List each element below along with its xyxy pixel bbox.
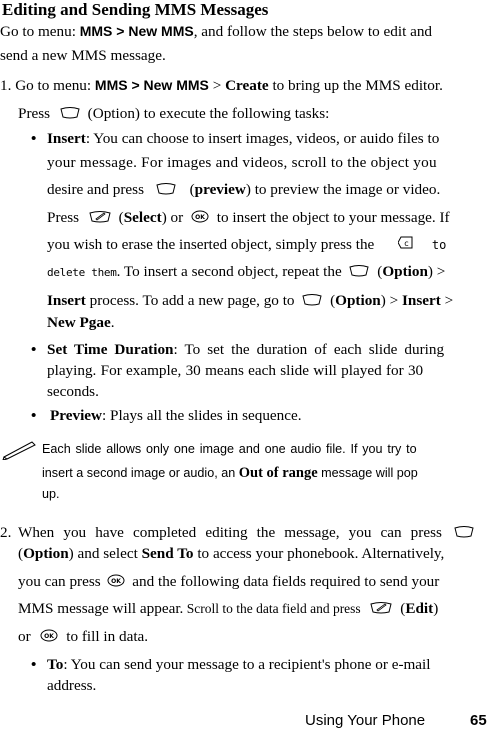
- paren: (: [377, 263, 383, 280]
- note-line-2: [42, 465, 418, 482]
- step1-create: Create: [225, 77, 269, 94]
- step2-text-5: and the following data fields required to send your: [132, 573, 440, 590]
- step2-text-8: to fill in data.: [66, 628, 149, 645]
- press-option-line: [18, 105, 329, 124]
- insert-label: Insert: [47, 130, 86, 147]
- select-key-label: Select: [123, 209, 162, 226]
- step2-line-5: [18, 628, 148, 647]
- svg-text:OK: OK: [111, 577, 122, 585]
- pencil-key-icon: [370, 601, 392, 619]
- note-line-3: up.: [42, 487, 60, 501]
- insert-line-4: [47, 209, 450, 228]
- step1-sep: >: [208, 77, 226, 94]
- option-key-label: Option: [382, 263, 428, 280]
- left-soft-key-icon: [302, 293, 322, 311]
- intro-text: Go to menu:: [0, 23, 80, 40]
- ok-key-icon: [40, 629, 58, 647]
- insert-line-2: your message. For images and videos, scroll to the object you: [47, 154, 437, 171]
- svg-text:OK: OK: [44, 632, 55, 640]
- gt: >: [440, 292, 454, 309]
- to-text: : You can send your message to a recipient's phone or e-mail: [63, 656, 431, 673]
- insert-l5-text: you wish to erase the inserted object, simply press the: [47, 236, 375, 253]
- duration-label: Set Time Duration: [47, 341, 174, 358]
- option-key-label: Option: [335, 292, 381, 309]
- or-text: ) or: [161, 209, 184, 226]
- press-text: Press: [18, 105, 51, 122]
- step2-line-3: [18, 573, 439, 592]
- insert-l3-tail: ) to preview the image or video.: [245, 181, 441, 198]
- note-tail: message will pop: [317, 466, 418, 480]
- left-soft-key-icon: [349, 264, 369, 282]
- preview-line: [50, 407, 302, 425]
- step1-tail: to bring up the MMS editor.: [268, 77, 443, 94]
- step2-number: 2.: [0, 524, 12, 541]
- preview-text: : Plays all the slides in sequence.: [102, 407, 302, 424]
- or-text: or: [18, 628, 31, 645]
- insert-line-7: [47, 292, 453, 311]
- preview-key-label: preview: [194, 181, 246, 198]
- footer-section: Using Your Phone: [305, 712, 426, 729]
- to-bullet: •: [31, 656, 37, 673]
- step1-text: Go to menu:: [15, 77, 95, 94]
- paren: (: [189, 181, 195, 198]
- to-line-2: address.: [47, 677, 97, 694]
- left-soft-key-icon: [156, 182, 176, 200]
- to-label: To: [47, 656, 64, 673]
- paren: (: [400, 600, 406, 617]
- step1-menu-path: MMS > New MMS: [94, 77, 209, 93]
- delete-them-text: delete them: [47, 266, 117, 279]
- insert-line-8: [47, 314, 114, 332]
- step2-text-6: MMS message will appear.: [18, 600, 184, 617]
- step2-text-3: to access your phonebook. Alternatively,: [193, 545, 445, 562]
- paren: (: [330, 292, 336, 309]
- step2-line-1: [18, 524, 474, 543]
- intro-line-1: [0, 23, 432, 41]
- duration-bullet: •: [31, 341, 37, 358]
- press-text: Press: [47, 209, 80, 226]
- insert-l4-tail: to insert the object to your message. If: [216, 209, 450, 226]
- step2-line-2: [18, 545, 444, 563]
- paren: ): [433, 600, 439, 617]
- intro-text-2: , and follow the steps below to edit and: [193, 23, 433, 40]
- duration-line-2: playing. For example, 30 means each slide will played for 30: [47, 362, 424, 379]
- insert-l7-text: process. To add a new page, go to: [85, 292, 295, 309]
- page-title: Editing and Sending MMS Messages: [2, 0, 269, 19]
- insert-l6-text: . To insert a second object, repeat the: [116, 263, 342, 280]
- preview-label: Preview: [50, 407, 103, 424]
- duration-line-1: [47, 341, 444, 359]
- insert-line-6: [47, 263, 445, 282]
- ok-key-icon: [191, 210, 209, 228]
- intro-menu-path: MMS > New MMS: [79, 23, 194, 39]
- insert-bullet: •: [31, 130, 37, 147]
- svg-text:OK: OK: [195, 213, 205, 221]
- page-number: 65: [470, 712, 487, 729]
- step1-number: 1.: [0, 77, 12, 94]
- step2-line-4: [18, 600, 438, 619]
- pencil-key-icon: [89, 210, 111, 228]
- insert-text: : You can choose to insert images, videos, or auido files to: [85, 130, 440, 147]
- left-soft-key-icon: [454, 525, 474, 543]
- duration-line-3: seconds.: [47, 383, 99, 400]
- note-pencil-icon: [2, 440, 38, 465]
- insert-l5-to: to: [431, 238, 447, 252]
- note-line-1: Each slide allows only one image and one audio file. If you try to: [42, 442, 417, 456]
- step2-text-4: you can press: [18, 573, 101, 590]
- edit-key-label: Edit: [405, 600, 434, 617]
- insert-label-2: Insert: [47, 292, 86, 309]
- step2-text: When you have completed editing the message, you can press: [18, 524, 442, 541]
- step2-text-7: Scroll to the data field and press: [183, 601, 361, 616]
- svg-text:c: c: [404, 239, 409, 249]
- out-of-range-label: Out of range: [238, 465, 318, 481]
- option-key-label: Option: [23, 545, 69, 562]
- insert-line-1: [47, 130, 439, 148]
- insert-line-5: [47, 236, 446, 255]
- note-text: insert a second image or audio, an: [42, 466, 239, 480]
- press-option-text: (Option) to execute the following tasks:: [87, 105, 330, 122]
- send-to-label: Send To: [141, 545, 194, 562]
- to-line-1: [47, 656, 431, 674]
- paren: (: [18, 545, 24, 562]
- intro-line-2: send a new MMS message.: [0, 47, 166, 64]
- paren: (: [118, 209, 124, 226]
- duration-text: : To set the duration of each slide during: [173, 341, 445, 358]
- gt: ) >: [427, 263, 446, 280]
- preview-bullet: •: [31, 407, 37, 424]
- insert-l3-text: desire and press: [47, 181, 144, 198]
- step2-text-2: ) and select: [68, 545, 142, 562]
- gt: ) >: [380, 292, 402, 309]
- new-page-label: New Pgae: [47, 314, 111, 331]
- insert-line-3: [47, 181, 440, 200]
- period: .: [110, 314, 115, 331]
- clear-key-icon: [398, 236, 414, 255]
- ok-key-icon: [107, 574, 125, 592]
- insert-label-3: Insert: [401, 292, 441, 309]
- left-soft-key-icon: [60, 106, 80, 124]
- step1-line: [0, 77, 443, 95]
